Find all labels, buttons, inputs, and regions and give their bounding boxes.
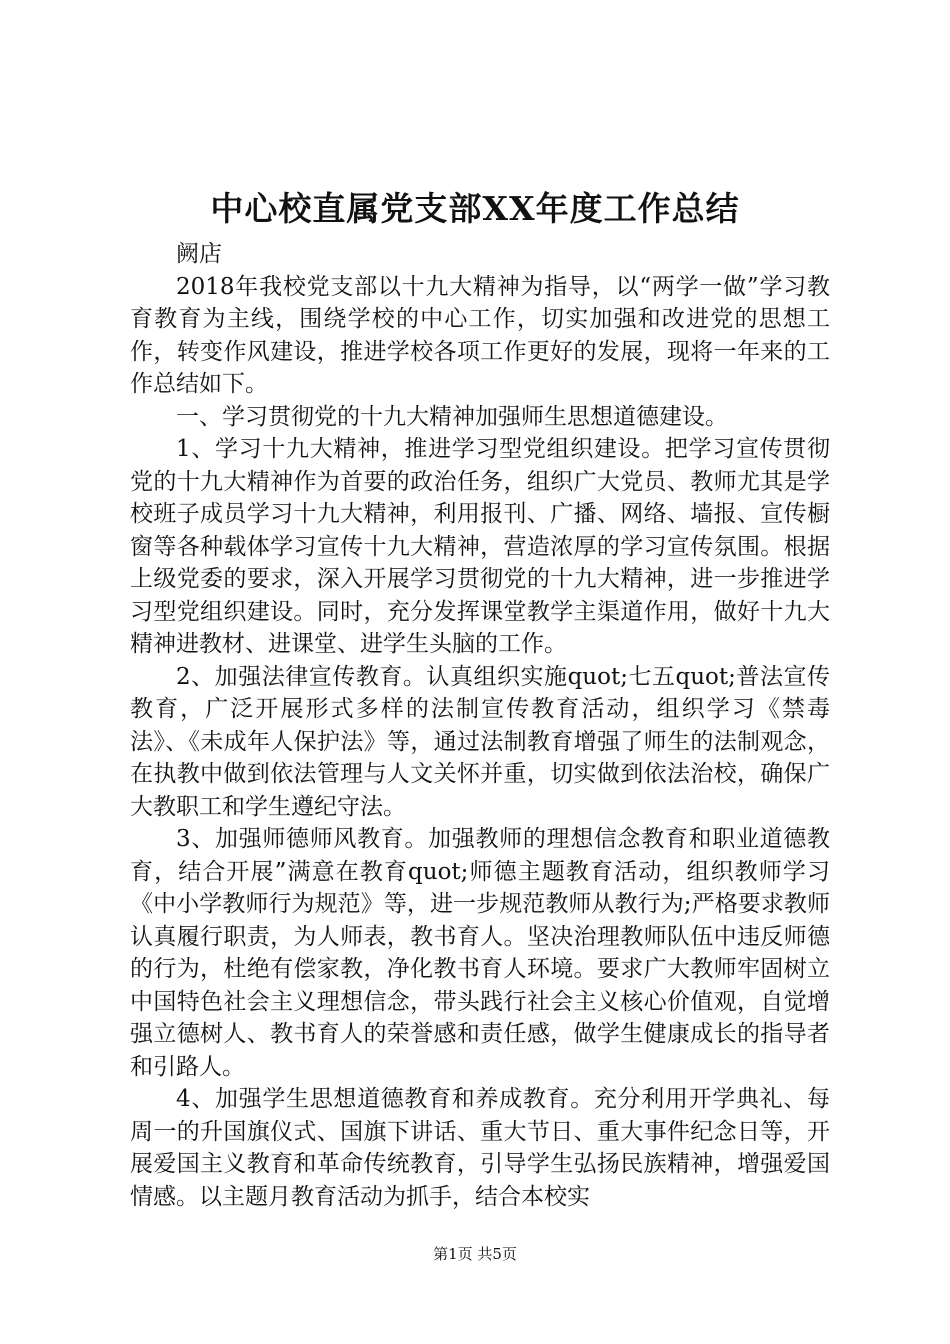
paragraph-item-3: 3、加强师德师风教育。加强教师的理想信念教育和职业道德教育，结合开展”满意在教育quot;师德主题教育活动，组织教师学习《中小学教师行为规范》等，进一步规范教师从教行为;严格要求教师认真履行职责，为人师表，教书育人。坚决治理教师队伍中违反师德的行为，杜绝有偿家教，净化教书育人环境。要求广大教师牢固树立中国特色社会主义理想信念，带头践行社会主义核心价值观，自觉增强立德树人、教书育人的荣誉感和责任感，做学生健康成长的指导者和引路人。 [130, 826, 830, 1080]
author-line: 阙店 [176, 241, 222, 267]
paragraph-item-1: 1、学习十九大精神，推进学习型党组织建设。把学习宣传贯彻党的十九大精神作为首要的政治任务，组织广大党员、教师尤其是学校班子成员学习十九大精神，利用报刊、广播、网络、墙报、宣传橱窗等各种载体学习宣传十九大精神，营造浓厚的学习宣传氛围。根据上级党委的要求，深入开展学习贯彻党的十九大精神，进一步推进学习型党组织建设。同时，充分发挥课堂教学主渠道作用，做好十九大精神进教材、进课堂、进学生头脑的工作。 [130, 436, 830, 657]
intro-paragraph: 2018年我校党支部以十九大精神为指导，以“两学一做”学习教育教育为主线，围绕学校的中心工作，切实加强和改进党的思想工作，转变作风建设，推进学校各项工作更好的发展，现将一年来的工作总结如下。 [130, 273, 830, 397]
document-body [130, 238, 830, 1213]
paragraph-item-4: 4、加强学生思想道德教育和养成教育。充分利用开学典礼、每周一的升国旗仪式、国旗下讲话、重大节日、重大事件纪念日等，开展爱国主义教育和革命传统教育，引导学生弘扬民族精神，增强爱国情感。以主题月教育活动为抓手，结合本校实 [130, 1086, 830, 1210]
document-title: 中心校直属党支部XX年度工作总结 [210, 189, 740, 228]
page-footer: 第1页 共5页 [433, 1245, 517, 1263]
section-heading-1: 一、学习贯彻党的十九大精神加强师生思想道德建设。 [176, 403, 728, 430]
paragraph-item-2: 2、加强法律宣传教育。认真组织实施quot;七五quot;普法宣传教育，广泛开展形式多样的法制宣传教育活动，组织学习《禁毒法》、《未成年人保护法》等，通过法制教育增强了师生的法制观念，在执教中做到依法管理与人文关怀并重，切实做到依法治校，确保广大教职工和学生遵纪守法。 [130, 663, 830, 820]
